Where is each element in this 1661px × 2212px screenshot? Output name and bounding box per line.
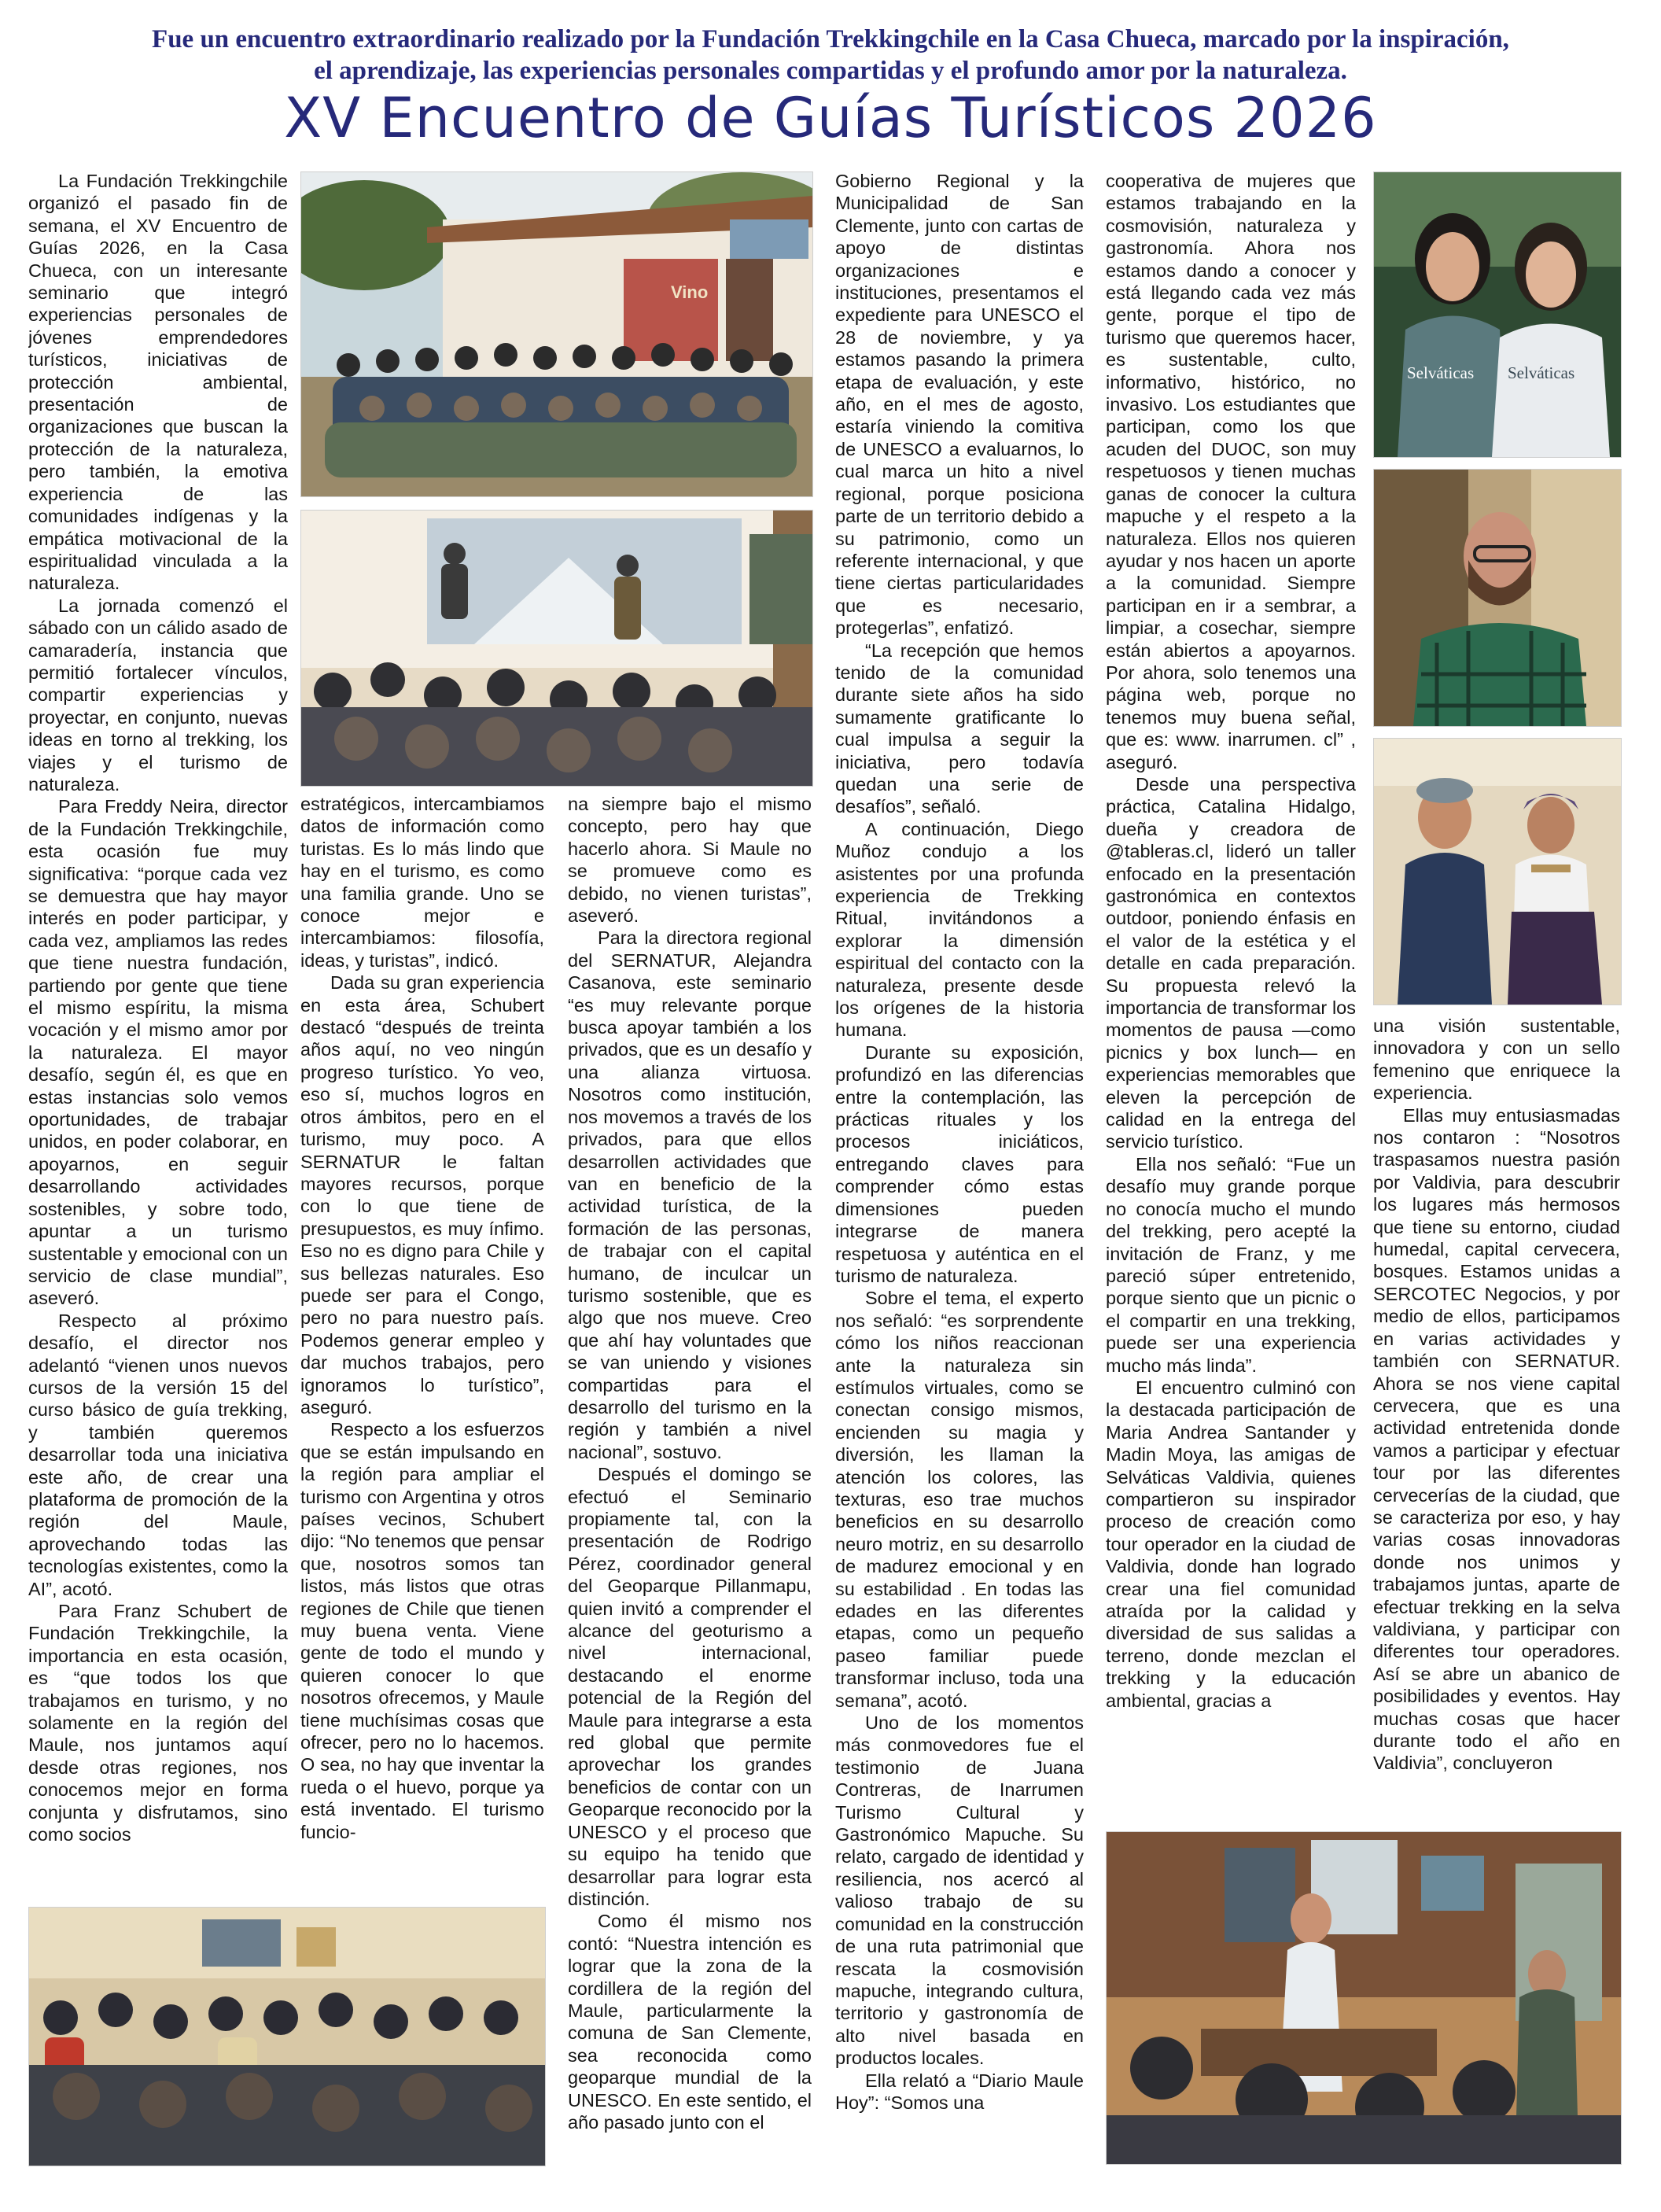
- article-deck: [55, 24, 1606, 87]
- audience-photo: [28, 1907, 546, 2166]
- man-portrait-photo: [1373, 469, 1622, 727]
- column-2: [300, 793, 544, 1894]
- group-photo: [300, 171, 813, 497]
- col6-para-2: Ellas muy entusiasmadas nos contaron : “Nosotros traspasamos nuestra pasión por Valdivia, para descubrir los lugares más hermosos que tiene su entorno, ciudad humedal, capital cervecera, bosques. Estamos unidas a SERCOTEC Negocios, y por medio de ellos, participamos en varias actividades y también con SERNATUR. Ahora se nos viene capital cervecera, que es una actividad entretenida donde vamos a participar y efectuar tour por las diferentes cervecerías de la ciudad, que se caracteriza por eso, y hay varias cosas innovadoras donde nos unimos y trabajamos juntas, aparte de efectuar trekking en la selva valdiviana, y participar con diferentes tour operadores. Así se abre un abanico de posibilidades y eventos. Hay muchas cosas que hacer durante todo el año en Valdivia”, concluyeron: [1373, 1104, 1620, 1774]
- article-headline: XV Encuentro de Guías Turísticos 2026: [284, 86, 1377, 150]
- col3-para-4: Como él mismo nos contó: “Nuestra intención es lograr que la zona de la cordillera de la región del Maule, particularmente la comuna de San Clemente, sea reconocida como geoparque mundial de la UNESCO. En este sentido, el año pasado junto con el: [568, 1911, 812, 2133]
- col5-para-2: Desde una perspectiva práctica, Catalina Hidalgo, dueña y creadora de @tableras.cl, lideró un taller enfocado en la presentación gastronómica en contextos outdoor, poniendo énfasis en el valor de la estética y el detalle en cada preparación. Su propuesta relevó la importancia de transformar los momentos de pausa —como picnics y box lunch— en experiencias memorables que eleven la percepción de calidad en la entrega del servicio turístico.: [1106, 773, 1356, 1152]
- col3-para-2: Para la directora regional del SERNATUR, Alejandra Casanova, este seminario “es muy relevante porque busca apoyar también a los privados, que es un desafío y una alianza virtuosa. Nosotros como institución, nos movemos a través de los privados, para que ellos desarrollen actividades que van en beneficio de la actividad turística, de la formación de las personas, de trabajar con el capital humano, de inculcar un turismo sostenible, que es algo que nos mueve. Creo que ahí hay voluntades que se van uniendo y visiones compartidas para el desarrollo del turismo en la región y también a nivel nacional”, sostuvo.: [568, 927, 812, 1462]
- col1-para-3: Para Freddy Neira, director de la Fundación Trekkingchile, esta ocasión fue muy significativa: “porque cada vez se demuestra que hay mayor interés en poder participar, y cada vez, ampliamos las redes que tiene nuestra fundación, partiendo por gente que tiene el mismo espíritu, la misma vocación y el mismo amor por la naturaleza. El mayor desafío, según él, es que en estas instancias solo vemos oportunidades, de trabajar unidos, en poder colaborar, en apoyarnos, en seguir desarrollando actividades sostenibles, y sobre todo, apuntar a un turismo sustentable y emocional con un servicio de clase mundial”, aseveró.: [28, 796, 288, 1309]
- column-3: [568, 793, 812, 2165]
- col3-para-1: na siempre bajo el mismo concepto, pero hay que hacerlo ahora. Si Maule no se promueve como es debido, no vienen turistas”, aseveró.: [568, 794, 812, 927]
- col2-para-2: Dada su gran experiencia en esta área, Schubert destacó “después de treinta años aquí, no veo ningún progreso turístico. Yo veo, eso sí, muchos logros en otros ámbitos, pero en el turismo, muy poco. A SERNATUR le faltan mayores recursos, porque con lo que tiene de presupuestos, es muy ínfimo. Eso no es digno para Chile y sus bellezas naturales. Eso puede ser para el Congo, pero no para nuestro país. Podemos generar empleo y dar muchos trabajos, pero ignoramos lo turístico”, aseguró.: [300, 972, 544, 1418]
- col4-para-4: Durante su exposición, profundizó en las diferencias entre la contemplación, las prácticas rituales y los procesos iniciáticos, entregando claves para comprender cómo estas dimensiones pueden integrarse de manera respetuosa y auténtica en el turismo de naturaleza.: [835, 1041, 1084, 1286]
- column-4: [835, 170, 1084, 2165]
- column-1: [28, 170, 288, 1894]
- col3-para-3: Después el domingo se efectuó el Seminario propiamente tal, con la presentación de Rodrigo Pérez, coordinador general del Geoparque Pillanmapu, quien invitó a comprender el alcance del geoturismo a nivel internacional, destacando el enorme potencial de la Región del Maule para integrarse a esta red global que permite aprovechar los grandes beneficios de contar con un Geoparque reconocido por la UNESCO y el proceso que su equipo ha tenido que desarrollar para lograr esta distinción.: [568, 1464, 812, 1909]
- group-photo-sign: Vino: [671, 282, 709, 302]
- col4-para-6: Uno de los momentos más conmovedores fue el testimonio de Juana Contreras, de Inarrumen Turismo Cultural y Gastronómico Mapuche. Su relato, cargado de identidad y resiliencia, nos acercó al valioso trabajo de su comunidad en la construcción de una ruta patrimonial que rescata la cosmovisión mapuche, integrando cultura, territorio y gastronomía de alto nivel basada en productos locales.: [835, 1712, 1084, 2069]
- col4-para-2: “La recepción que hemos tenido de la comunidad durante siete años ha sido sumamente gratificante lo cual impulsa a seguir la iniciativa, pero todavía quedan una serie de desafíos”, señaló.: [835, 640, 1084, 817]
- col4-para-3: A continuación, Diego Muñoz condujo a los asistentes por una profunda experiencia de Trekking Ritual, invitándonos a explorar la dimensión espiritual del contacto con la naturaleza, presente desde los orígenes de la historia humana.: [835, 818, 1084, 1041]
- col5-para-4: El encuentro culminó con la destacada participación de Maria Andrea Santander y Madin Moya, las amigas de Selváticas Valdivia, quienes compartieron su inspirador proceso de creación como tour operador en la ciudad de Valdivia, donde han logrado crear una fiel comunidad atraída por la calidad y diversidad de sus salidas a terreno, donde mezclan el trekking y la educación ambiental, gracias a: [1106, 1377, 1356, 1711]
- shirt-right-text: Selváticas: [1508, 363, 1575, 382]
- column-5: [1106, 170, 1356, 1819]
- col5-para-3: Ella nos señaló: “Fue un desafío muy grande porque no conocía mucho el mundo del trekking, pero acepté la invitación de Franz, y me pareció súper entretenido, porque siento que un picnic o el compartir en una trekking, puede ser una experiencia mucho más linda”.: [1106, 1153, 1356, 1376]
- col1-para-1: La Fundación Trekkingchile organizó el pasado fin de semana, el XV Encuentro de Guías 2026, en la Casa Chueca, con un interesante seminario que integró experiencias personales de jóvenes emprendedores turísticos, iniciativas de protección ambiental, presentación de organizaciones que buscan la protección de la naturaleza, pero también, la emotiva experiencia de las comunidades indígenas y la empática motivacional de la espiritualidad vinculada a la naturaleza.: [28, 171, 288, 594]
- workshop-photo: [1106, 1831, 1622, 2165]
- col4-para-1: Gobierno Regional y la Municipalidad de San Clemente, junto con cartas de apoyo de distintas organizaciones e instituciones, presentamos el expediente para UNESCO el 28 de noviembre, y ya estamos pasando la primera etapa de evaluación, y este año, en el mes de agosto, estaría viniendo la comitiva de UNESCO a evaluarnos, lo cual marca un hito a nivel regional, porque posiciona parte de un territorio debido a su patrimonio, como un referente internacional, y que tiene ciertas particularidades que es necesario, protegerlas”, enfatizó.: [835, 171, 1084, 639]
- deck-line-2: el aprendizaje, las experiencias personales compartidas y el profundo amor por la naturaleza.: [314, 57, 1347, 85]
- col5-para-1: cooperativa de mujeres que estamos trabajando en la cosmovisión, naturaleza y gastronomía. Ahora nos estamos dando a conocer y está llegando cada vez más gente, porque el tipo de turismo que queremos hacer, es sustentable, culto, informativo, histórico, no invasivo. Los estudiantes que participan, como los que acuden del DUOC, son muy respetuosos y tienen muchas ganas de conocer la cultura mapuche y el respeto a la naturaleza. Ellos nos quieren ayudar y nos hacen un aporte a la comunidad. Siempre participan en ir a sembrar, a limpiar, a cosechar, siempre están abiertos a apoyarnos. Por ahora, solo tenemos una página web, porque no tenemos muy buena señal, que es: www. inarrumen. cl” , aseguró.: [1106, 171, 1356, 772]
- col2-para-1: estratégicos, intercambiamos datos de información como turistas. Es lo más lindo que hay en el turismo, es como una familia grande. Uno se conoce mejor e intercambiamos: filosofía, ideas, y turistas”, indicó.: [300, 794, 544, 971]
- column-6: [1373, 1015, 1620, 1822]
- mapuche-speakers-photo: [1373, 738, 1622, 1005]
- col6-para-1: una visión sustentable, innovadora y con un sello femenino que enriquece la experiencia.: [1373, 1016, 1620, 1104]
- selvaticas-photo: [1373, 171, 1622, 458]
- col4-para-7: Ella relató a “Diario Maule Hoy”: “Somos una: [835, 2070, 1084, 2113]
- col1-para-2: La jornada comenzó el sábado con un cálido asado de camaradería, instancia que permitió fortalecer vínculos, compartir experiencias y proyectar, en conjunto, nuevas ideas en torno al trekking, los viajes y el turismo de naturaleza.: [28, 595, 288, 794]
- shirt-left-text: Selváticas: [1407, 363, 1475, 382]
- col1-para-4: Respecto al próximo desafío, el director nos adelantó “vienen unos nuevos cursos de la versión 15 del curso básico de guía trekking, y también queremos desarrollar toda una iniciativa este año, de crear una plataforma de promoción de la región del Maule, aprovechando todas las tecnologías existentes, como la AI”, acotó.: [28, 1310, 288, 1599]
- col4-para-5: Sobre el tema, el experto nos señaló: “es sorprendente cómo los niños reaccionan ante la naturaleza sin estímulos virtuales, como se conectan consigo mismos, encienden su magia y diversión, les llaman la atención los colores, las texturas, eso trae muchos beneficios en su desarrollo neuro motriz, en su desarrollo de madurez emocional y en su estabilidad . En todas las edades en las diferentes etapas, como un pequeño paseo familiar puede transformar incluso, toda una semana”, acotó.: [835, 1288, 1084, 1711]
- deck-line-1: Fue un encuentro extraordinario realizado por la Fundación Trekkingchile en la Casa Chueca, marcado por la inspiración,: [152, 25, 1509, 53]
- col1-para-5: Para Franz Schubert de Fundación Trekkingchile, la importancia en esta ocasión, es “que todos los que trabajamos en turismo, y no solamente en la región del Maule, nos juntamos aquí desde otras regiones, nos conocemos mejor en forma conjunta y disfrutamos, sino como socios: [28, 1601, 288, 1845]
- col2-para-3: Respecto a los esfuerzos que se están impulsando en la región para ampliar el turismo con Argentina y otros países vecinos, Schubert dijo: “No tenemos que pensar que, nosotros somos tan listos, más listos que otras regiones de Chile que tienen muy buena venta. Viene gente de todo el mundo y quieren conocer lo que nosotros ofrecemos, y Maule tiene muchísimas cosas que ofrecer, pero no lo hacemos. O sea, no hay que inventar la rueda o el huevo, porque ya está inventado. El turismo funcio-: [300, 1419, 544, 1842]
- presentation-photo: [300, 510, 813, 787]
